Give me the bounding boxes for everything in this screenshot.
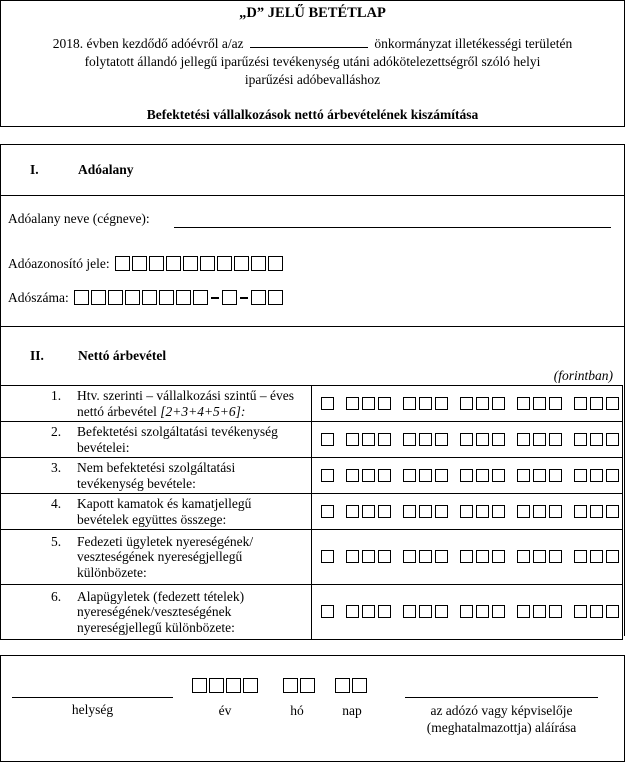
amount-boxes[interactable] [312, 494, 623, 530]
year-label: év [218, 703, 232, 718]
revenue-table [0, 385, 623, 640]
signature-label-1: az adózó vagy képviselője [430, 703, 573, 718]
place-label: helység [71, 702, 114, 717]
row-label: Kapott kamatok és kamatjellegű bevételek együttes összege: [77, 496, 252, 527]
section2-numeral: II. [30, 348, 44, 363]
amount-boxes[interactable] [312, 422, 623, 458]
section2-divider [0, 326, 625, 327]
name-field[interactable] [174, 227, 611, 228]
row-number: 4. [51, 496, 62, 511]
section2-title: Nettó árbevétel [78, 348, 167, 363]
section1-divider [0, 195, 625, 196]
row-number: 2. [51, 424, 62, 439]
name-label: Adóalany neve (cégneve): [8, 211, 150, 226]
day-boxes[interactable] [335, 678, 369, 695]
row-number: 1. [51, 388, 62, 403]
table-row [1, 530, 623, 585]
row-formula: [2+3+4+5+6]: [160, 403, 246, 419]
table-row [1, 386, 623, 422]
section1-numeral: I. [30, 162, 39, 177]
signature-label-2: (meghatalmazottja) aláírása [426, 720, 577, 735]
municipality-field[interactable] [250, 37, 368, 48]
place-field[interactable] [12, 697, 173, 698]
row-number: 3. [51, 460, 62, 475]
row-label: Befektetési szolgáltatási tevékenység bevételei: [77, 424, 278, 455]
form-title: „D” JELŰ BETÉTLAP [239, 5, 386, 21]
amount-boxes[interactable] [312, 386, 623, 422]
intro-line-3: iparűzési adóbevalláshoz [244, 72, 381, 87]
tax-id-label: Adóazonosító jele: [8, 256, 110, 271]
month-label: hó [290, 703, 304, 718]
tax-id-row [8, 256, 285, 273]
unit-label: (forintban) [553, 368, 613, 383]
amount-boxes[interactable] [312, 530, 623, 585]
amount-boxes[interactable] [312, 458, 623, 494]
row-label: Alapügyletek (fedezett tételek) nyereségének/veszteségének nyereségjellegű különbözete: [77, 588, 245, 635]
header-box [0, 0, 625, 127]
intro-line-2: folytatott állandó jellegű iparűzési tevékenység utáni adókötelezettségről szóló helyi [84, 54, 541, 69]
row-number: 6. [51, 588, 62, 604]
row-label: Htv. szerinti – vállalkozási szintű – éves nettó árbevétel [77, 388, 294, 419]
row-label: Fedezeti ügyletek nyereségének/ veszteségének nyereségjellegű különbözete: [77, 533, 254, 580]
tax-number-boxes[interactable] [74, 290, 285, 307]
year-boxes[interactable] [192, 678, 260, 695]
tax-id-boxes[interactable] [115, 256, 285, 273]
day-label: nap [342, 703, 362, 718]
table-row [1, 458, 623, 494]
tax-number-row [8, 290, 285, 307]
table-row [1, 422, 623, 458]
row-number: 5. [51, 533, 62, 549]
table-row [1, 494, 623, 530]
month-boxes[interactable] [283, 678, 317, 695]
signature-field[interactable] [405, 697, 598, 698]
tax-number-label: Adószáma: [8, 290, 69, 305]
amount-boxes[interactable] [312, 585, 623, 640]
section1-title: Adóalany [78, 162, 134, 177]
intro-line-1: 2018. évben kezdődő adóévről a/az önkormányzat illetékességi területén [52, 36, 573, 51]
row-label: Nem befektetési szolgáltatási tevékenység bevétele: [77, 460, 236, 491]
table-row [1, 585, 623, 640]
form-subtitle: Befektetési vállalkozások nettó árbevételének kiszámítása [146, 107, 479, 122]
